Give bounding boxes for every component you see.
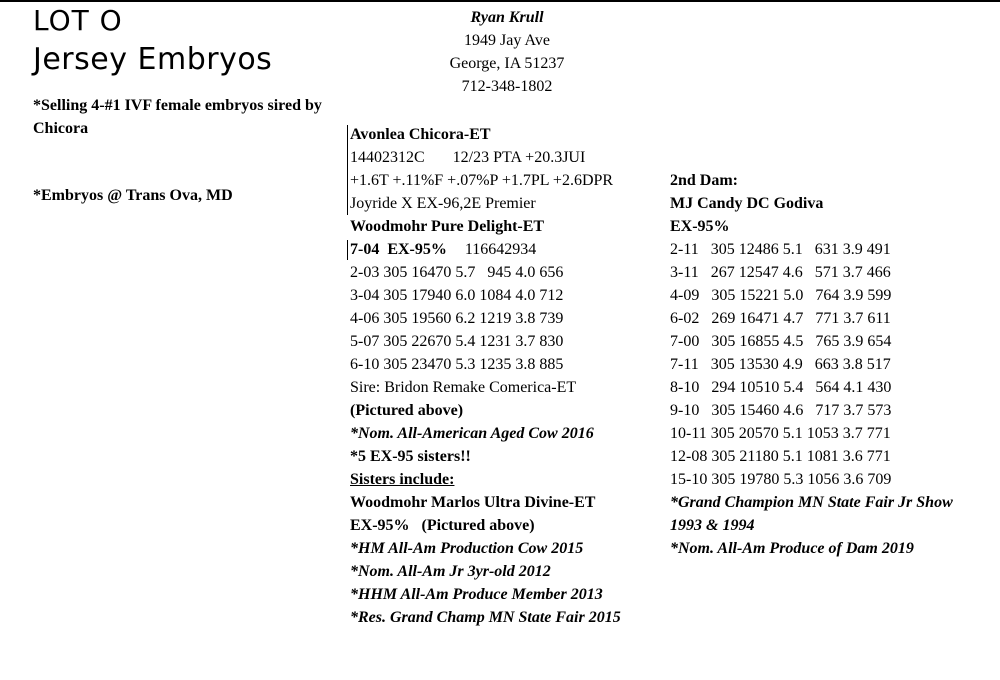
second-dam-record-1: 2-11 305 12486 5.1 631 3.9 491	[670, 241, 891, 258]
sire-reg-line: 14402312C 12/23 PTA +20.3JUI	[350, 149, 586, 166]
dam-record-4: 5-07 305 22670 5.4 1231 3.7 830	[350, 333, 564, 350]
lot-notes	[33, 94, 333, 207]
second-dam-record-5: 7-00 305 16855 4.5 765 3.9 654	[670, 333, 892, 350]
second-dam-name: MJ Candy DC Godiva	[670, 195, 824, 212]
dam-reg: 116642934	[464, 241, 537, 258]
second-dam-record-9: 10-11 305 20570 5.1 1053 3.7 771	[670, 425, 891, 442]
second-dam-record-10: 12-08 305 21180 5.1 1081 3.6 771	[670, 448, 891, 465]
sister-name: Woodmohr Marlos Ultra Divine-ET	[350, 494, 596, 511]
sisters-heading: Sisters include:	[350, 471, 455, 488]
second-dam-record-8: 9-10 305 15460 4.6 717 3.7 573	[670, 402, 892, 419]
dam-sisters-count: *5 EX-95 sisters!!	[350, 448, 471, 465]
sister-award-4: *Res. Grand Champ MN State Fair 2015	[350, 609, 621, 626]
dam-pictured: (Pictured above)	[350, 402, 464, 419]
sister-classification: EX-95% (Pictured above)	[350, 517, 535, 534]
second-dam-record-4: 6-02 269 16471 4.7 771 3.7 611	[670, 310, 891, 327]
second-dam-award-2: *Nom. All-Am Produce of Dam 2019	[670, 540, 914, 557]
sire-name: Avonlea Chicora-ET	[350, 126, 491, 143]
dam-record-5: 6-10 305 23470 5.3 1235 3.8 885	[350, 356, 564, 373]
second-dam-classification: EX-95%	[670, 218, 730, 235]
sire-bracket	[347, 125, 348, 215]
second-dam-record-7: 8-10 294 10510 5.4 564 4.1 430	[670, 379, 892, 396]
dam-bracket	[347, 240, 348, 260]
second-dam-heading: 2nd Dam:	[670, 172, 739, 189]
seller-address: 1949 Jay Ave	[464, 32, 550, 49]
dam-classification: 7-04 EX-95%	[350, 241, 447, 258]
dam-sire-line: Sire: Bridon Remake Comerica-ET	[350, 379, 577, 396]
lot-subtitle: Jersey Embryos	[33, 42, 273, 77]
dam-class-line	[350, 238, 670, 261]
sister-award-2: *Nom. All-Am Jr 3yr-old 2012	[350, 563, 551, 580]
sire-pedigree: Joyride X EX-96,2E Premier	[350, 195, 536, 212]
second-dam-record-3: 4-09 305 15221 5.0 764 3.9 599	[670, 287, 892, 304]
pedigree-column	[350, 123, 670, 629]
seller-name: Ryan Krull	[470, 9, 544, 26]
second-dam-record-11: 15-10 305 19780 5.3 1056 3.6 709	[670, 471, 892, 488]
dam-record-1: 2-03 305 16470 5.7 945 4.0 656	[350, 264, 564, 281]
sire-traits: +1.6T +.11%F +.07%P +1.7PL +2.6DPR	[350, 172, 614, 189]
dam-record-3: 4-06 305 19560 6.2 1219 3.8 739	[350, 310, 564, 327]
seller-block	[420, 6, 594, 98]
sister-award-3: *HHM All-Am Produce Member 2013	[350, 586, 603, 603]
second-dam-column	[670, 169, 990, 560]
lot-title: LOT O	[33, 4, 123, 37]
dam-nomination: *Nom. All-American Aged Cow 2016	[350, 425, 594, 442]
dam-name: Woodmohr Pure Delight-ET	[350, 218, 545, 235]
top-rule	[0, 0, 1000, 2]
seller-phone: 712-348-1802	[461, 78, 553, 95]
sister-award-1: *HM All-Am Production Cow 2015	[350, 540, 584, 557]
dam-record-2: 3-04 305 17940 6.0 1084 4.0 712	[350, 287, 564, 304]
seller-city: George, IA 51237	[449, 55, 565, 72]
location-note: *Embryos @ Trans Ova, MD	[33, 187, 233, 204]
second-dam-record-6: 7-11 305 13530 4.9 663 3.8 517	[670, 356, 891, 373]
second-dam-award-1: *Grand Champion MN State Fair Jr Show 1993 & 1994	[670, 494, 953, 534]
selling-note: *Selling 4-#1 IVF female embryos sired by Chicora	[33, 97, 322, 137]
second-dam-record-2: 3-11 267 12547 4.6 571 3.7 466	[670, 264, 891, 281]
